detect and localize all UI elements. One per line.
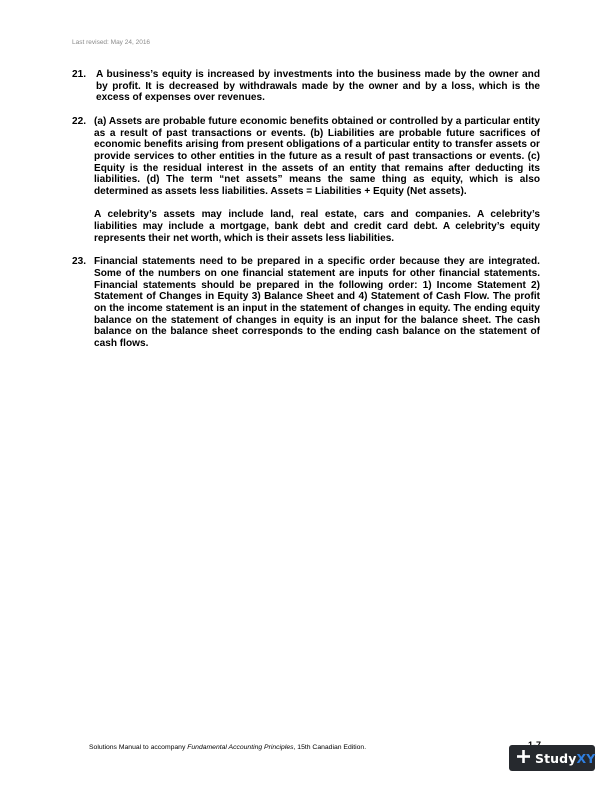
answer-number: 21. <box>72 69 87 80</box>
footer-prefix: Solutions Manual to accompany <box>89 744 188 751</box>
footer-suffix: , 15th Canadian Edition. <box>293 744 367 751</box>
footer-citation <box>89 744 366 751</box>
answer-paragraph: A celebrity’s assets may include land, real estate, cars and companies. A celebrity’s liabilities may include a mortgage, bank debt and credit card debt. A celebrity’s equity represents their net worth, which is their assets less liabilities. <box>94 209 540 244</box>
answer-21 <box>72 69 540 104</box>
answers-list <box>72 69 540 350</box>
last-revised-date: Last revised: May 24, 2016 <box>72 39 151 46</box>
logo-text-main: Study <box>535 750 577 766</box>
answer-number: 22. <box>72 115 87 127</box>
logo-text-accent: XY <box>576 750 596 766</box>
answer-paragraph: Financial statements need to be prepared in a specific order because they are integrated. Some of the numbers on one financial statement are inputs for other financial statements. Financial statements should be prepared in the following order: 1) Income Statement 2) Statement of Changes in Equity 3) Balance Sheet and 4) Statement of Cash Flow. The profit on the income statement is an input in the statement of changes in equity. The ending equity balance on the statement of changes in equity is an input for the balance sheet. The cash balance on the balance sheet corresponds to the ending cash balance on the statement of cash flows. <box>94 256 540 350</box>
answer-23 <box>72 256 540 350</box>
footer-book-title: Fundamental Accounting Principles <box>187 744 294 751</box>
answer-paragraph: (a) Assets are probable future economic benefits obtained or controlled by a particular entity as a result of past transactions or events. (b) Liabilities are probable future sacrifices of economic benefits arising from present obligations of a particular entity to transfer assets or provide services to other entities in the future as a result of past transactions or events. (c) Equity is the residual interest in the assets of an entity that remains after deducting its liabilities. (d) The term “net assets” means the same thing as equity, which is also determined as assets less liabilities. Assets = Liabilities + Equity (Net assets). <box>94 115 540 198</box>
answer-number: 23. <box>72 256 87 268</box>
logo-wordmark <box>535 751 595 766</box>
plus-icon <box>517 750 530 766</box>
plus-icon-svg <box>517 750 530 763</box>
answer-22 <box>72 116 540 245</box>
answer-paragraph: A business’s equity is increased by investments into the business made by the owner and by profit. It is decreased by withdrawals made by the owner and by a loss, which is the excess of expenses over revenues. <box>96 69 540 104</box>
studyxy-logo[interactable] <box>509 745 595 771</box>
